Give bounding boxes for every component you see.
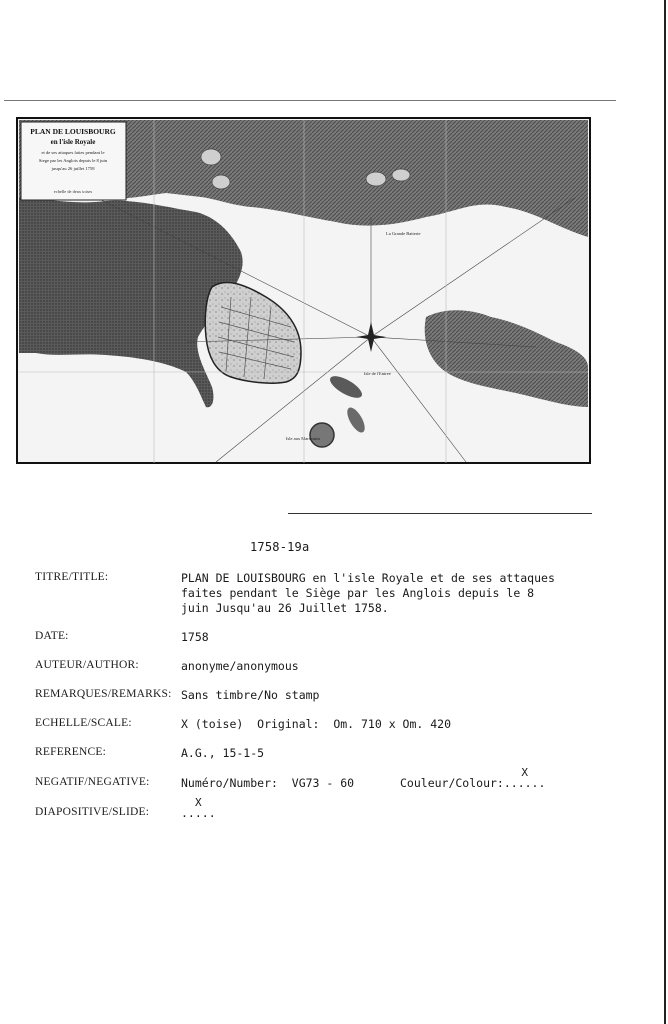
title-label: TITRE/TITLE: [35, 571, 109, 583]
negative-value: Numéro/Number: VG73 - 60 [181, 776, 355, 790]
remarks-value: Sans timbre/No stamp [181, 688, 320, 702]
page-edge [664, 0, 666, 1024]
scale-value: X (toise) Original: Om. 710 x Om. 420 [181, 717, 452, 731]
scale-label: ECHELLE/SCALE: [35, 717, 132, 729]
label-rock: Isle aux Marsouins [286, 436, 321, 441]
reference-value: A.G., 15-1-5 [181, 746, 265, 760]
slide-label: DIAPOSITIVE/SLIDE: [35, 806, 150, 818]
colour-dots: ...... [503, 776, 546, 790]
separator-rule [288, 513, 592, 514]
label-east: La Grande Batterie [386, 231, 421, 236]
cartouche-line-3: jusqu'au 26 juillet 1758 [51, 166, 95, 171]
slide-field [181, 796, 216, 821]
date-value: 1758 [181, 630, 209, 644]
cartouche-line-1: et de ses attaques faites pendant le [41, 150, 105, 155]
cartouche-line-2: Siege par les Anglois depuis le 8 juin [38, 158, 108, 163]
island-marsouins [310, 423, 334, 447]
slide-mark: X [195, 796, 202, 809]
cartouche-scale: echelle de deux toises [53, 189, 93, 194]
top-rule [4, 100, 616, 101]
map-image [16, 117, 591, 469]
cartouche-title: PLAN DE LOUISBOURG [30, 127, 116, 136]
reference-label: REFERENCE: [35, 746, 107, 758]
label-island: Isle de l'Entree [364, 371, 391, 376]
date-label: DATE: [35, 630, 69, 642]
negative-label: NEGATIF/NEGATIVE: [35, 776, 150, 788]
colour-label: Couleur/Colour: [400, 776, 504, 790]
slide-blank [181, 796, 216, 821]
colour-mark: X [521, 766, 528, 779]
colour-blank [503, 766, 546, 791]
author-label: AUTEUR/AUTHOR: [35, 659, 139, 671]
author-value: anonyme/anonymous [181, 659, 299, 673]
title-value: PLAN DE LOUISBOURG en l'isle Royale et de ses attaques faites pendant le Siège par les Anglois depuis le 8 juin Jusqu'au 26 Juillet 1758. [181, 571, 555, 615]
cartouche-subtitle: en l'isle Royale [50, 138, 96, 146]
slide-dots: ..... [181, 806, 216, 820]
reference-code: 1758-19a [250, 540, 310, 554]
remarks-label: REMARQUES/REMARKS: [35, 688, 172, 700]
colour-field [400, 766, 546, 791]
